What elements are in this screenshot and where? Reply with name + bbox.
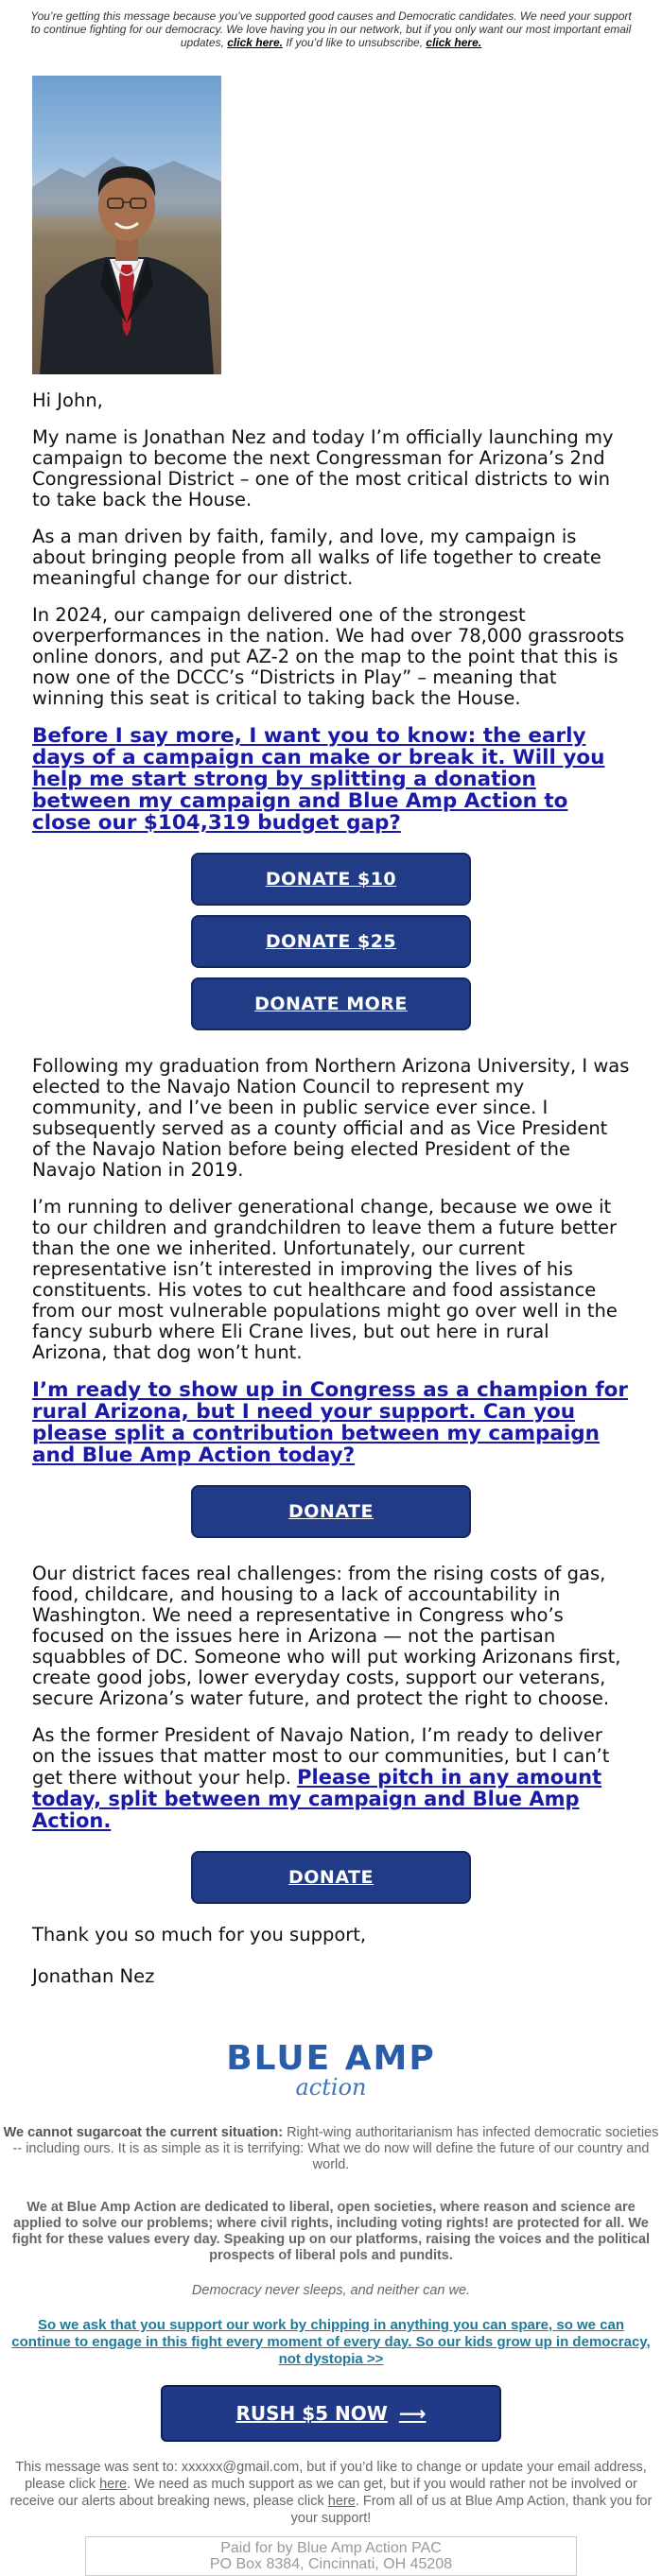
blue-amp-logo <box>0 2040 662 2099</box>
budget-gap-cta-link[interactable]: Before I say more, I want you to know: the early days of a campaign can make or break it. Will you help me start strong by splitting a donation between my campaign and Blue Amp Action to close our $104,319 budget gap? <box>32 724 605 835</box>
notice-text: You’re getting this message because you’ve supported good causes and Democratic candidates. We need your support to continue fighting for our democracy. We love having you in our network, but if you only want our most important email updates, <box>30 9 632 49</box>
address-line: PO Box 8384, Cincinnati, OH 45208 <box>209 2556 453 2572</box>
paragraph-2024: In 2024, our campaign delivered one of the strongest overperformances in the nation. We had over 78,000 grassroots online donors, and put AZ-2 on the map to the point that this is now one of the DCCC’s “Districts in Play” – meaning that winning this seat is critical to taking back the House. <box>32 604 625 709</box>
legal-part-2: . We need as much support as we can get, but if you would rather not be involved or receive our alerts about breaking news, please click <box>9 2477 637 2509</box>
legal-part-1: This message was sent to: xxxxxx@gmail.com, but if you’d like to change or update your email address, please click <box>15 2460 647 2492</box>
top-notice <box>0 0 662 57</box>
donate-10-button[interactable]: DONATE $10 <box>191 853 471 906</box>
paragraph-former-president <box>32 1725 630 1832</box>
support-plea-link[interactable]: So we ask that you support our work by chipping in anything you can spare, so we can continue to engage in this fight every moment of every day. So our kids grow up in democracy, not dystopia >> <box>11 2317 651 2367</box>
former-president-text: As the former President of Navajo Nation, I’m ready to deliver on the issues that matter most to our communities, but I can’t get there without your help. <box>32 1724 610 1789</box>
donate-button-group <box>32 853 630 1040</box>
paragraph-challenges: Our district faces real challenges: from the rising costs of gas, food, childcare, and housing to a lack of accountability in Washington. We need a representative in Congress who’s focused on the issues here in Arizona — not the partisan squabbles of DC. Someone who will put working Arizonans first, create good jobs, lower everyday costs, support our veterans, secure Arizona’s water future, and protect the right to choose. <box>32 1563 621 1709</box>
situation-text: Right-wing authoritarianism has infected democratic societies -- including ours. It is as simple as it is terrifying: What we do now will define the future of our country and world. <box>12 2125 659 2172</box>
candidate-photo-illustration <box>32 76 221 374</box>
paragraph-intro: My name is Jonathan Nez and today I’m officially launching my campaign to become the next Congressman for Arizona’s 2nd Congressional District – one of the most critical districts to win to take back the House. <box>32 426 614 510</box>
mission-paragraph: We at Blue Amp Action are dedicated to liberal, open societies, where reason and science are applied to solve our problems; where civil rights, including voting rights! are protected for all. We fight for these values every day. Speaking up on our platforms, raising the voices and the political prospects of liberal pols and pundits. <box>11 2200 651 2263</box>
candidate-photo <box>32 76 221 374</box>
paid-by-line: Paid for by Blue Amp Action PAC <box>220 2540 442 2556</box>
paragraph-biography: Following my graduation from Northern Arizona University, I was elected to the Navajo Nation Council to represent my community, and I’ve been in public service ever since. I subsequently served as a county official and as Vice President of the Navajo Nation before being elected President of the Navajo Nation in 2019. <box>32 1055 630 1181</box>
donate-25-button[interactable]: DONATE $25 <box>191 915 471 968</box>
donate-more-button[interactable]: DONATE MORE <box>191 977 471 1030</box>
arrow-right-icon: ⟶ <box>398 2402 427 2425</box>
letter-body <box>0 76 662 1987</box>
paid-for-disclaimer <box>85 2536 577 2576</box>
champion-cta-link[interactable]: I’m ready to show up in Congress as a champion for rural Arizona, but I need your support. Can you please split a contribution between my campaign and Blue Amp Action today? <box>32 1378 629 1467</box>
donate-button[interactable]: DONATE <box>191 1485 471 1538</box>
motto: Democracy never sleeps, and neither can we. <box>191 2283 471 2298</box>
paragraph-values: As a man driven by faith, family, and love, my campaign is about bringing people from all walks of life together to create meaningful change for our district. <box>32 526 601 589</box>
pitch-in-link[interactable]: Please pitch in any amount today, split between my campaign and Blue Amp Action. <box>32 1766 602 1832</box>
unsubscribe-link[interactable]: click here. <box>426 36 482 49</box>
logo-subtitle: action <box>295 2074 367 2101</box>
paragraph-generational-change: I’m running to deliver generational change, because we owe it to our children and grandchildren to leave them a future better than the one we inherited. Unfortunately, our current representative isn’t interested in improving the lives of his constituents. His votes to cut healthcare and food assistance from our most vulnerable populations might go over well in the fancy suburb where Eli Crane lives, but out here in rural Arizona, that dog won’t hunt. <box>32 1196 618 1363</box>
update-email-link[interactable]: here <box>99 2477 128 2492</box>
footer <box>0 2040 662 2576</box>
rush-5-button[interactable] <box>161 2385 501 2442</box>
donate-button-2[interactable]: DONATE <box>191 1851 471 1904</box>
donate-button-group-3 <box>32 1851 630 1913</box>
logo-wordmark: BLUE AMP <box>226 2039 436 2078</box>
signature: Jonathan Nez <box>32 1965 155 1987</box>
opt-out-link[interactable]: here <box>327 2494 356 2509</box>
thanks-line: Thank you so much for you support, <box>32 1924 367 1945</box>
legal-part-3: . From all of us at Blue Amp Action, thank you for your support! <box>290 2494 653 2526</box>
situation-paragraph <box>0 2125 662 2173</box>
situation-bold: We cannot sugarcoat the current situation: <box>3 2125 284 2140</box>
legal-text <box>9 2459 653 2527</box>
rush-label: RUSH $5 NOW <box>235 2402 388 2425</box>
notice-text-2: If you’d like to unsubscribe, <box>286 36 424 49</box>
email-preferences-link[interactable]: click here. <box>227 36 283 49</box>
greeting: Hi John, <box>32 389 103 411</box>
donate-button-group-2 <box>32 1485 630 1547</box>
